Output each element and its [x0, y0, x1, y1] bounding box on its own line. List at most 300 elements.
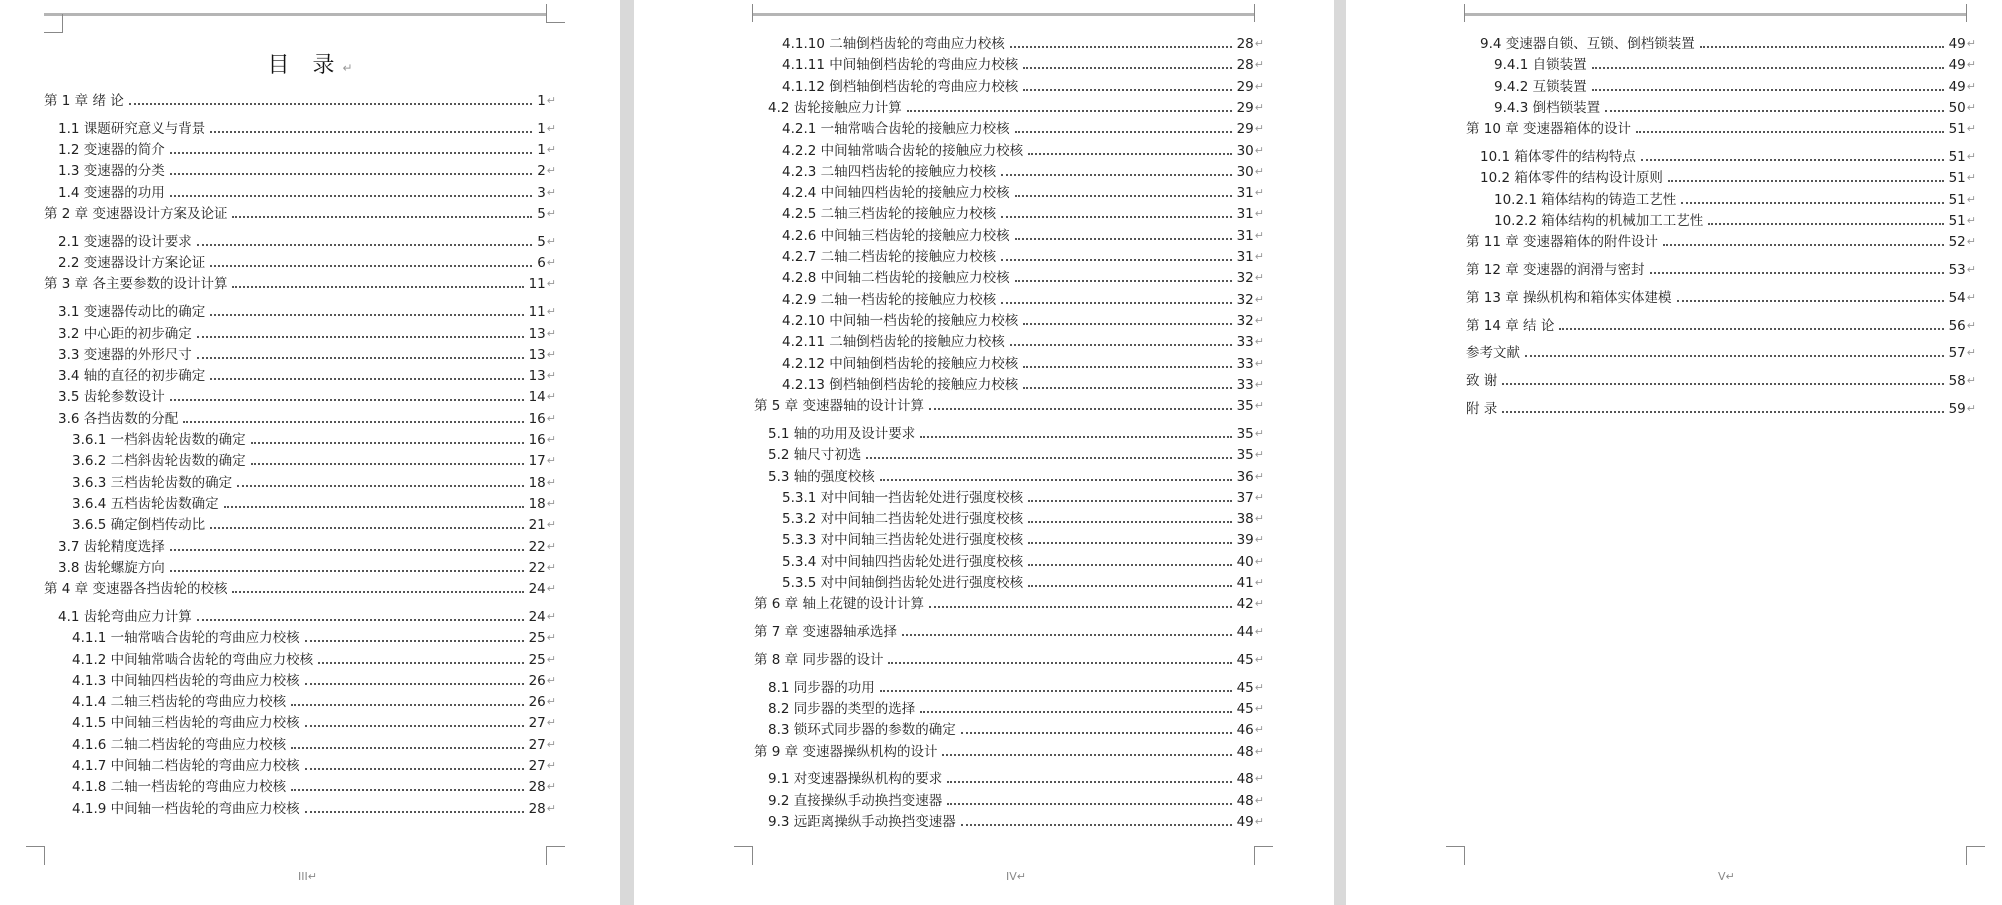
toc-entry[interactable] [1494, 79, 1976, 95]
toc-entry[interactable] [782, 121, 1264, 137]
dot-leader [1015, 131, 1232, 133]
toc-entry[interactable] [782, 143, 1264, 159]
toc-entry[interactable] [1480, 149, 1976, 165]
toc-entry-page: 30 [1236, 163, 1254, 180]
return-mark: ↵ [1725, 870, 1735, 883]
dot-leader [920, 711, 1231, 713]
toc-entry-label: 3.1 变速器传动比的确定 [58, 304, 206, 321]
toc-entry[interactable] [72, 737, 556, 753]
toc-entry-page: 44 [1236, 624, 1254, 641]
toc-entry[interactable] [1480, 36, 1976, 52]
toc-entry[interactable] [58, 326, 556, 342]
return-mark: ↵ [546, 94, 556, 107]
crop-mark [1464, 4, 1465, 22]
toc-entry[interactable] [72, 630, 556, 646]
toc-entry-page: 54 [1948, 289, 1966, 306]
toc-entry-page: 32 [1236, 270, 1254, 287]
toc-entry-page: 13 [528, 346, 546, 363]
toc-entry[interactable] [1494, 192, 1976, 208]
toc-entry-page: 13 [528, 368, 546, 385]
toc-entry[interactable] [58, 347, 556, 363]
dot-leader [880, 479, 1232, 481]
toc-entry-page: 14 [528, 389, 546, 406]
toc-entry-page: 46 [1236, 722, 1254, 739]
header-rule [44, 13, 546, 16]
toc-entry[interactable] [782, 511, 1264, 527]
return-mark: ↵ [1254, 793, 1264, 807]
toc-entry-label: 第 5 章 变速器轴的设计计算 [754, 398, 924, 415]
return-mark: ↵ [1254, 207, 1264, 221]
toc-entry-label: 2.1 变速器的设计要求 [58, 233, 192, 250]
toc-entry[interactable] [72, 496, 556, 512]
toc-entry-label: 3.6.4 五档齿轮齿数确定 [72, 495, 219, 512]
dot-leader [170, 195, 532, 197]
return-mark: ↵ [546, 539, 556, 553]
toc-entry-page: 27 [528, 758, 546, 774]
toc-entry[interactable] [58, 609, 556, 625]
toc-entry-page: 28 [1236, 36, 1254, 52]
toc-entry-label: 4.1.2 中间轴常啮合齿轮的弯曲应力校核 [72, 651, 314, 668]
dot-leader [1668, 180, 1944, 182]
return-mark: ↵ [1016, 870, 1026, 883]
toc-entry[interactable] [754, 398, 1264, 414]
toc-entry[interactable] [44, 581, 556, 597]
dot-leader [888, 662, 1231, 664]
dot-leader [1028, 153, 1231, 155]
toc-entry-label: 3.6.1 一档斜齿轮齿数的确定 [72, 432, 246, 448]
toc-entry-label: 4.2.6 中间轴三档齿轮的接触应力校核 [782, 227, 1010, 244]
toc-entry[interactable] [782, 36, 1264, 52]
toc-entry-label: 第 12 章 变速器的润滑与密封 [1466, 262, 1645, 278]
return-mark: ↵ [546, 390, 556, 404]
toc-entry[interactable] [58, 389, 556, 405]
toc-entry[interactable] [1480, 170, 1976, 186]
toc-entry[interactable] [768, 701, 1264, 717]
toc-entry-label: 4.2.2 中间轴常啮合齿轮的接触应力校核 [782, 142, 1024, 159]
return-mark: ↵ [1254, 377, 1264, 391]
toc-entry-label: 4.2.8 中间轴二档齿轮的接触应力校核 [782, 270, 1010, 287]
toc-entry[interactable] [782, 270, 1264, 286]
dot-leader [1028, 521, 1231, 523]
toc-entry[interactable] [72, 758, 556, 774]
toc-entry-page: 2 [537, 163, 546, 180]
dot-leader [907, 110, 1232, 112]
dot-leader [305, 768, 524, 770]
toc-entry[interactable] [72, 694, 556, 710]
return-mark: ↵ [1254, 490, 1264, 504]
return-mark: ↵ [1254, 271, 1264, 285]
dot-leader [1028, 564, 1231, 566]
toc-entry[interactable] [72, 517, 556, 533]
toc-entry[interactable] [1466, 234, 1976, 250]
toc-entry[interactable] [44, 276, 556, 292]
toc-entry-page: 51 [1948, 149, 1966, 165]
toc-entry[interactable] [44, 206, 556, 222]
toc-entry-label: 4.1.6 二轴二档齿轮的弯曲应力校核 [72, 736, 287, 753]
return-mark: ↵ [546, 454, 556, 468]
return-mark: ↵ [1254, 228, 1264, 242]
toc-entry-page: 29 [1236, 121, 1254, 138]
return-mark: ↵ [546, 780, 556, 794]
return-mark: ↵ [1966, 150, 1976, 163]
toc-entry[interactable] [72, 673, 556, 689]
dot-leader [1502, 383, 1943, 385]
dot-leader [920, 436, 1231, 438]
return-mark: ↵ [546, 582, 556, 596]
toc-entry-page: 31 [1236, 206, 1254, 223]
dot-leader [880, 690, 1232, 692]
toc-entry-label: 第 1 章 绪 论 [44, 93, 124, 109]
dot-leader [1681, 202, 1943, 204]
dot-leader [947, 803, 1231, 805]
dot-leader [1023, 387, 1231, 389]
return-mark: ↵ [1254, 533, 1264, 547]
return-mark: ↵ [546, 121, 556, 135]
dot-leader [1663, 244, 1944, 246]
toc-entry[interactable] [72, 779, 556, 795]
toc-entry[interactable] [782, 490, 1264, 506]
dot-leader [210, 378, 523, 380]
toc-entry-page: 31 [1236, 227, 1254, 244]
return-mark: ↵ [342, 61, 353, 75]
toc-entry-label: 2.2 变速器设计方案论证 [58, 255, 206, 272]
toc-entry-page: 45 [1236, 701, 1254, 717]
toc-entry-label: 4.2.1 一轴常啮合齿轮的接触应力校核 [782, 121, 1010, 138]
toc-entry-label: 4.2.10 中间轴一档齿轮的接触应力校核 [782, 312, 1019, 329]
toc-entry[interactable] [58, 121, 556, 137]
toc-entry[interactable] [72, 453, 556, 469]
toc-entry[interactable] [1466, 290, 1976, 306]
return-mark: ↵ [1966, 37, 1976, 50]
toc-entry[interactable] [768, 100, 1264, 116]
toc-entry[interactable] [768, 793, 1264, 809]
toc-entry-label: 10.2.1 箱体结构的铸造工艺性 [1494, 191, 1677, 208]
toc-entry-page: 5 [537, 233, 546, 250]
dot-leader [1023, 67, 1231, 69]
dot-leader [291, 747, 523, 749]
page-number: III [298, 870, 308, 883]
toc-entry[interactable] [782, 532, 1264, 548]
toc-entry-label: 9.4 变速器自锁、互锁、倒档锁装置 [1480, 36, 1695, 52]
toc-entry-label: 3.3 变速器的外形尺寸 [58, 346, 192, 363]
toc-entry[interactable] [58, 560, 556, 576]
toc-entry-label: 9.2 直接操纵手动换挡变速器 [768, 792, 943, 809]
toc-entry-label: 4.2.11 二轴倒档齿轮的接触应力校核 [782, 334, 1005, 351]
dot-leader [1559, 328, 1943, 330]
toc-entry-label: 5.3.2 对中间轴二挡齿轮处进行强度校核 [782, 511, 1024, 528]
toc-entry-label: 5.3.1 对中间轴一挡齿轮处进行强度校核 [782, 489, 1024, 506]
dot-leader [305, 811, 524, 813]
toc-entry-page: 5 [537, 206, 546, 222]
return-mark: ↵ [307, 870, 317, 883]
dot-leader [1525, 355, 1944, 357]
toc-entry-label: 4.1.8 二轴一档齿轮的弯曲应力校核 [72, 779, 287, 796]
dot-leader [1028, 542, 1231, 544]
page-v [1346, 0, 2002, 905]
dot-leader [866, 457, 1231, 459]
toc-entry[interactable] [58, 163, 556, 179]
toc-entry[interactable] [1466, 262, 1976, 278]
toc-entry[interactable] [72, 432, 556, 448]
toc-entry[interactable] [782, 554, 1264, 570]
toc-entry-page: 48 [1236, 743, 1254, 760]
toc-entry-label: 4.1.5 中间轴三档齿轮的弯曲应力校核 [72, 715, 300, 732]
toc-entry-label: 4.2.9 二轴一档齿轮的接触应力校核 [782, 291, 997, 308]
toc-entry-label: 4.1.4 二轴三档齿轮的弯曲应力校核 [72, 694, 287, 711]
toc-entry-page: 27 [528, 715, 546, 732]
toc-entry-page: 33 [1236, 334, 1254, 351]
dot-leader [224, 506, 524, 508]
return-mark: ↵ [1254, 292, 1264, 306]
toc-entry[interactable] [58, 539, 556, 555]
page-footer [298, 870, 317, 883]
dot-leader [1605, 110, 1943, 112]
crop-mark [44, 14, 63, 33]
return-mark: ↵ [1254, 356, 1264, 370]
dot-leader [237, 485, 523, 487]
toc-entry[interactable] [58, 304, 556, 320]
return-mark: ↵ [1254, 250, 1264, 263]
toc-entry-page: 22 [528, 538, 546, 555]
toc-entry-page: 59 [1948, 401, 1966, 417]
return-mark: ↵ [1254, 469, 1264, 483]
toc-entry-page: 18 [528, 474, 546, 491]
dot-leader [1023, 366, 1231, 368]
toc-entry-label: 5.3 轴的强度校核 [768, 468, 875, 485]
return-mark: ↵ [546, 185, 556, 199]
dot-leader [210, 131, 532, 133]
toc-entry[interactable] [754, 744, 1264, 760]
header-rule [1464, 13, 1966, 16]
toc-entry-page: 51 [1948, 212, 1966, 229]
toc-entry-label: 3.6.2 二档斜齿轮齿数的确定 [72, 453, 246, 470]
toc-entry[interactable] [782, 575, 1264, 591]
toc-entry-page: 49 [1948, 36, 1966, 52]
return-mark: ↵ [1254, 399, 1264, 413]
toc-entry[interactable] [1466, 345, 1976, 361]
dot-leader [1023, 323, 1231, 325]
toc-entry[interactable] [782, 206, 1264, 222]
return-mark: ↵ [546, 277, 556, 291]
return-mark: ↵ [1254, 313, 1264, 327]
toc-entry[interactable] [58, 411, 556, 427]
toc-entry-label: 3.6.5 确定倒档传动比 [72, 517, 206, 534]
toc-entry[interactable] [754, 596, 1264, 612]
crop-mark [1966, 4, 1985, 22]
toc-entry-label: 附 录 [1466, 401, 1498, 417]
return-mark: ↵ [546, 759, 556, 772]
toc-entry-page: 32 [1236, 291, 1254, 308]
return-mark: ↵ [1254, 680, 1264, 694]
toc-entry[interactable] [782, 185, 1264, 201]
toc-entry-label: 10.2 箱体零件的结构设计原则 [1480, 170, 1663, 187]
return-mark: ↵ [546, 347, 556, 361]
toc-entry-label: 第 4 章 变速器各挡齿轮的校核 [44, 581, 228, 598]
toc-entry-label: 1.1 课题研究意义与背景 [58, 120, 206, 137]
toc-entry[interactable] [782, 57, 1264, 73]
toc-entry-label: 3.5 齿轮参数设计 [58, 389, 165, 406]
toc-entry-page: 53 [1948, 262, 1966, 278]
dot-leader [1708, 223, 1943, 225]
return-mark: ↵ [1254, 597, 1264, 611]
page-iii [0, 0, 620, 905]
toc-entry[interactable] [58, 142, 556, 158]
toc-entry[interactable] [58, 234, 556, 250]
return-mark: ↵ [1966, 213, 1976, 227]
return-mark: ↵ [546, 801, 556, 815]
dot-leader [170, 570, 524, 572]
toc-entry-page: 29 [1236, 99, 1254, 116]
toc-entry-page: 13 [528, 325, 546, 342]
return-mark: ↵ [1254, 122, 1264, 136]
toc-entry[interactable] [1494, 57, 1976, 73]
toc-entry[interactable] [72, 715, 556, 731]
toc-entry-page: 35 [1236, 398, 1254, 415]
toc-entry[interactable] [1466, 318, 1976, 334]
toc-entry-label: 1.2 变速器的简介 [58, 142, 165, 159]
toc-entry-label: 3.8 齿轮螺旋方向 [58, 559, 165, 576]
crop-mark [1446, 846, 1465, 865]
toc-entry[interactable] [782, 377, 1264, 393]
return-mark: ↵ [546, 560, 556, 574]
dot-leader [305, 683, 524, 685]
crop-mark [1254, 4, 1273, 22]
toc-entry[interactable] [782, 334, 1264, 350]
toc-entry[interactable] [754, 624, 1264, 640]
return-mark: ↵ [1254, 554, 1264, 568]
return-mark: ↵ [1254, 164, 1264, 178]
toc-entry-page: 22 [528, 559, 546, 576]
toc-entry-label: 5.2 轴尺寸初选 [768, 447, 862, 464]
crop-mark [752, 4, 753, 22]
toc-entry[interactable] [782, 228, 1264, 244]
toc-entry-page: 48 [1236, 771, 1254, 788]
return-mark: ↵ [546, 411, 556, 425]
toc-entry[interactable] [44, 93, 556, 109]
toc-entry-label: 4.1.1 一轴常啮合齿轮的弯曲应力校核 [72, 630, 300, 647]
toc-entry-label: 4.1.7 中间轴二档齿轮的弯曲应力校核 [72, 758, 300, 774]
return-mark: ↵ [1966, 171, 1976, 185]
toc-entry-page: 57 [1948, 345, 1966, 362]
toc-entry-label: 4.2.7 二轴二档齿轮的接触应力校核 [782, 249, 997, 265]
toc-entry[interactable] [782, 356, 1264, 372]
toc-entry[interactable] [782, 164, 1264, 180]
toc-entry-label: 4.1.11 中间轴倒档齿轮的弯曲应力校核 [782, 57, 1019, 74]
toc-entry[interactable] [782, 249, 1264, 265]
toc-entry[interactable] [1466, 121, 1976, 137]
toc-entry[interactable] [58, 368, 556, 384]
toc-entry[interactable] [768, 771, 1264, 787]
return-mark: ↵ [1966, 263, 1976, 276]
toc-entry[interactable] [72, 801, 556, 817]
dot-leader [1028, 585, 1231, 587]
toc-entry-page: 42 [1236, 596, 1254, 613]
dot-leader [318, 662, 523, 664]
dot-leader [129, 103, 532, 105]
return-mark: ↵ [1966, 402, 1976, 415]
toc-entry[interactable] [768, 447, 1264, 463]
toc-entry[interactable] [768, 680, 1264, 696]
toc-entry[interactable] [768, 469, 1264, 485]
dot-leader [1641, 159, 1944, 161]
header-rule [752, 13, 1254, 16]
toc-entry[interactable] [1494, 213, 1976, 229]
return-mark: ↵ [546, 326, 556, 340]
toc-entry[interactable] [1494, 100, 1976, 116]
toc-entry[interactable] [782, 313, 1264, 329]
toc-entry-page: 51 [1948, 170, 1966, 187]
toc-entry-page: 36 [1236, 468, 1254, 485]
toc-entry[interactable] [782, 79, 1264, 95]
toc-entry-page: 45 [1236, 651, 1254, 668]
toc-entry[interactable] [754, 652, 1264, 668]
toc-entry[interactable] [768, 426, 1264, 442]
toc-entry-page: 31 [1236, 249, 1254, 265]
toc-entry[interactable] [768, 722, 1264, 738]
toc-entry-label: 第 11 章 变速器箱体的附件设计 [1466, 234, 1659, 251]
toc-entry[interactable] [72, 475, 556, 491]
dot-leader [1015, 280, 1232, 282]
return-mark: ↵ [1254, 426, 1264, 440]
dot-leader [1636, 131, 1944, 133]
dot-leader [929, 408, 1232, 410]
toc-entry-page: 25 [528, 651, 546, 668]
dot-leader [961, 732, 1232, 734]
dot-leader [210, 527, 523, 529]
return-mark: ↵ [1254, 512, 1264, 526]
return-mark: ↵ [546, 475, 556, 489]
dot-leader [232, 216, 532, 218]
toc-entry[interactable] [1466, 401, 1976, 417]
return-mark: ↵ [1254, 143, 1264, 157]
dot-leader [947, 781, 1231, 783]
return-mark: ↵ [546, 207, 556, 220]
toc-entry[interactable] [58, 255, 556, 271]
return-mark: ↵ [1254, 744, 1264, 758]
toc-entry[interactable] [1466, 373, 1976, 389]
toc-entry[interactable] [58, 185, 556, 201]
dot-leader [1028, 500, 1231, 502]
toc-entry-label: 5.3.3 对中间轴三挡齿轮处进行强度校核 [782, 532, 1024, 549]
toc-entry-label: 3.6.3 三档齿轮齿数的确定 [72, 474, 233, 491]
toc-entry[interactable] [72, 652, 556, 668]
toc-entry-label: 4.2 齿轮接触应力计算 [768, 99, 902, 116]
return-mark: ↵ [546, 631, 556, 645]
toc-entry-page: 40 [1236, 553, 1254, 570]
page-iv [634, 0, 1334, 905]
toc-entry-page: 56 [1948, 317, 1966, 334]
toc-entry[interactable] [782, 292, 1264, 308]
return-mark: ↵ [546, 256, 556, 270]
return-mark: ↵ [1254, 79, 1264, 93]
toc-title [0, 48, 620, 79]
dot-leader [1001, 216, 1231, 218]
crop-mark [1966, 846, 1985, 865]
toc-entry[interactable] [768, 814, 1264, 830]
toc-entry-page: 24 [528, 608, 546, 625]
toc-entry-label: 4.2.13 倒档轴倒档齿轮的接触应力校核 [782, 376, 1019, 393]
toc-entry-page: 25 [528, 630, 546, 647]
return-mark: ↵ [546, 305, 556, 319]
dot-leader [961, 824, 1232, 826]
return-mark: ↵ [1254, 448, 1264, 462]
dot-leader [1015, 195, 1232, 197]
toc-entry-label: 5.1 轴的功用及设计要求 [768, 425, 916, 442]
toc-entry-label: 第 2 章 变速器设计方案及论证 [44, 206, 228, 222]
dot-leader [210, 265, 532, 267]
toc-entry-label: 10.2.2 箱体结构的机械加工工艺性 [1494, 212, 1704, 229]
dot-leader [1677, 300, 1944, 302]
